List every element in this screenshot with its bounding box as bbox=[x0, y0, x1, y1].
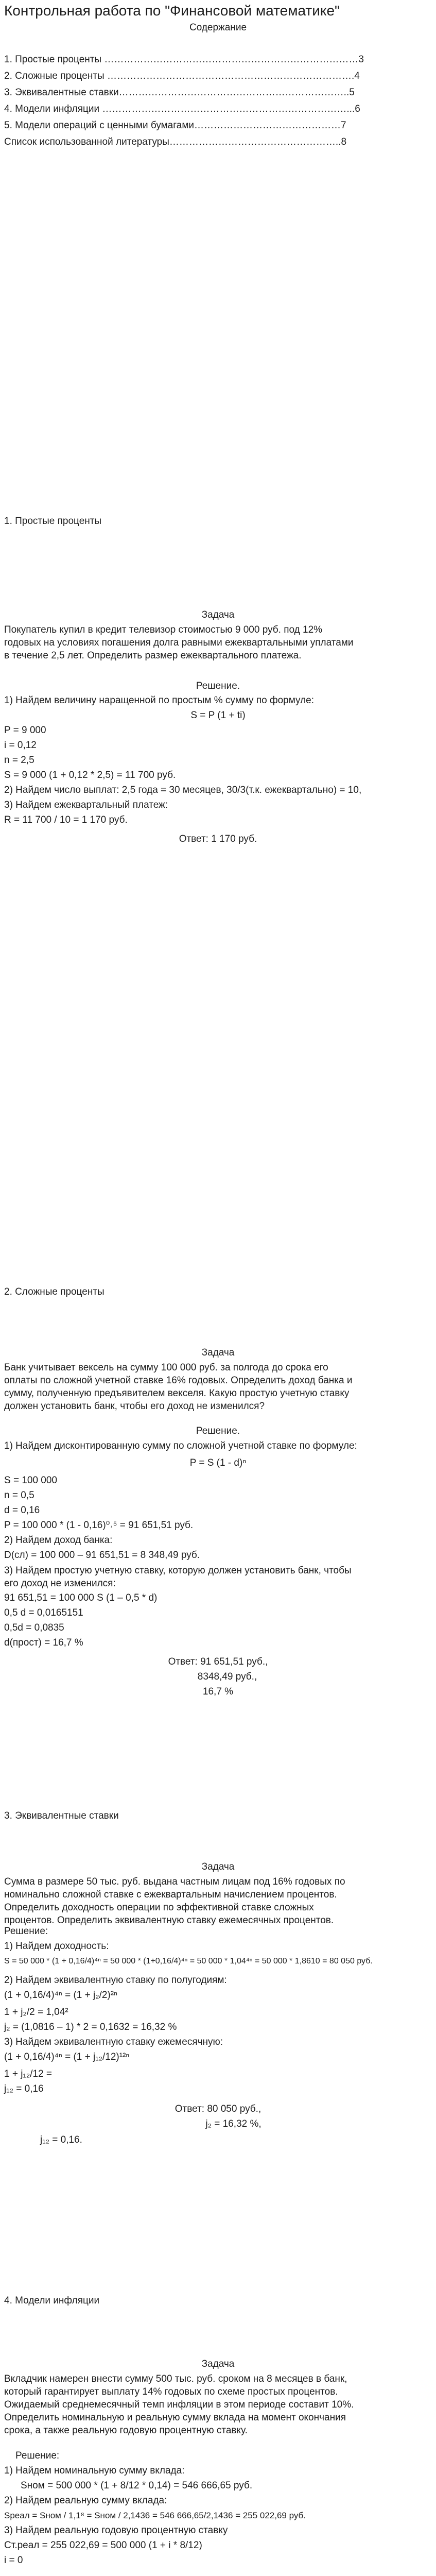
solution-line: i = 0,12 bbox=[4, 740, 37, 751]
solution-line: j₁₂ = 0,16 bbox=[4, 2083, 44, 2094]
solution-label: Решение: bbox=[4, 1926, 48, 1937]
solution-line: 3) Найдем ежеквартальный платеж: bbox=[4, 800, 168, 810]
task-label: Задача bbox=[201, 2359, 235, 2369]
task-text: Сумма в размере 50 тыс. руб. выдана частным лицам под 16% годовых по номинально сложной ставке с ежеквартальным начислением процентов. Определить доходность операции по эффективной ставке сложных процентов. Определить эквивалентную ставку ежемесячных процентов. bbox=[4, 1876, 345, 1926]
solution-line: S = 100 000 bbox=[4, 1475, 58, 1486]
solution-line: n = 2,5 bbox=[4, 755, 34, 766]
solution-line: n = 0,5 bbox=[4, 1490, 34, 1501]
solution-line: (1 + 0,16/4)⁴ⁿ = (1 + j₂/2)²ⁿ bbox=[4, 1990, 118, 2001]
toc-link-6[interactable]: Список использованной литературы……………………………………………..8 bbox=[4, 137, 347, 147]
toc-link-4[interactable]: 4. Модели инфляции …………………………………………………………………...6 bbox=[4, 104, 360, 114]
task-text: Покупатель купил в кредит телевизор стоимостью 9 000 руб. под 12% годовых на условиях погашения долга равными ежеквартальными уплатами в течение 2,5 лет. Определить размер ежеквартального платежа. bbox=[4, 624, 354, 661]
section-heading-4: 4. Модели инфляции bbox=[4, 2295, 100, 2306]
solution-line: 1) Найдем доходность: bbox=[4, 1941, 109, 1952]
solution-line: d(прост) = 16,7 % bbox=[4, 1637, 83, 1648]
solution-line: 1 + j₁₂/12 = bbox=[4, 2069, 53, 2079]
solution-line: 1) Найдем дисконтированную сумму по сложной учетной ставке по формуле: bbox=[4, 1440, 357, 1451]
solution-line: 2) Найдем эквивалентную ставку по полугодиям: bbox=[4, 1975, 227, 1986]
toc-link-5[interactable]: 5. Модели операций с ценными бумагами………………………………………7 bbox=[4, 120, 346, 131]
solution-line: 1 + j₂/2 = 1,04² bbox=[4, 2007, 68, 2018]
solution-line: (1 + 0,16/4)⁴ⁿ = (1 + j₁₂/12)¹²ⁿ bbox=[4, 2052, 130, 2062]
toc-link-2[interactable]: 2. Сложные проценты ………………………………………………………………….4 bbox=[4, 71, 360, 81]
answer-line: Ответ: 91 651,51 руб., bbox=[168, 1656, 268, 1667]
answer-line: j₂ = 16,32 %, bbox=[205, 2119, 261, 2129]
solution-line: R = 11 700 / 10 = 1 170 руб. bbox=[4, 815, 128, 825]
solution-line: Sреал = Sном / 1,1⁸ = Sном / 2,1436 = 546 666,65/2,1436 = 255 022,69 руб. bbox=[4, 2511, 306, 2520]
solution-line: D(сл) = 100 000 – 91 651,51 = 8 348,49 руб. bbox=[4, 1550, 200, 1561]
solution-line: S = 50 000 * (1 + 0,16/4)⁴ⁿ = 50 000 * (1+0,16/4)⁴ⁿ = 50 000 * 1,04⁴ⁿ = 50 000 * 1,8610 = 80 050 руб. bbox=[4, 1957, 373, 1965]
section-heading-1: 1. Простые проценты bbox=[4, 516, 102, 527]
section-heading-3: 3. Эквивалентные ставки bbox=[4, 1810, 119, 1821]
task-label: Задача bbox=[201, 1347, 235, 1358]
solution-line: 1) Найдем номинальную сумму вклада: bbox=[4, 2465, 185, 2476]
solution-label: Решение. bbox=[196, 681, 240, 691]
answer-line: j₁₂ = 0,16. bbox=[40, 2134, 82, 2145]
document-title: Контрольная работа по "Финансовой математике" bbox=[4, 3, 340, 19]
solution-line: 2) Найдем число выплат: 2,5 года = 30 месяцев, 30/3(т.к. ежеквартально) = 10, bbox=[4, 785, 362, 795]
toc-link-3[interactable]: 3. Эквивалентные ставки……………………………………………………………..5 bbox=[4, 87, 355, 98]
task-text: Банк учитывает вексель на сумму 100 000 руб. за полгода до срока его оплаты по сложной учетной ставке 16% годовых. Определить доход банка и сумму, полученную предъявителем векселя. Какую простую учетную ставку должен установить банк, чтобы его доход не изменился? bbox=[4, 1362, 353, 1412]
solution-line: 0,5 d = 0,0165151 bbox=[4, 1607, 83, 1618]
answer-line: 16,7 % bbox=[202, 1686, 234, 1697]
formula-line: P = S (1 - d)ⁿ bbox=[189, 1458, 247, 1468]
toc-link-1[interactable]: 1. Простые проценты ……………………………………………………………………3 bbox=[4, 54, 364, 65]
answer-line: Ответ: 80 050 руб., bbox=[175, 2104, 261, 2114]
task-text: Вкладчик намерен внести сумму 500 тыс. руб. сроком на 8 месяцев в банк, который гарантирует выплату 14% годовых по схеме простых процентов. Ожидаемый среднемесячный темп инфляции в этом периоде составит 10%. Определить номинальную и реальную сумму вклада на момент окончания срока, а также реальную годовую процентную ставку. bbox=[4, 2374, 354, 2436]
formula-line: S = P (1 + ti) bbox=[190, 710, 246, 721]
solution-line: Ст.реал = 255 022,69 = 500 000 (1 + i * 8/12) bbox=[4, 2540, 202, 2551]
solution-line: 0,5d = 0,0835 bbox=[4, 1622, 64, 1633]
solution-line: 2) Найдем реальную сумму вклада: bbox=[4, 2495, 167, 2506]
solution-line: 91 651,51 = 100 000 Ѕ (1 – 0,5 * d) bbox=[4, 1592, 158, 1603]
solution-line: d = 0,16 bbox=[4, 1505, 40, 1516]
solution-line: P = 100 000 * (1 - 0,16)⁰˒⁵ = 91 651,51 руб. bbox=[4, 1520, 194, 1531]
solution-line: 2) Найдем доход банка: bbox=[4, 1535, 113, 1546]
solution-label: Решение. bbox=[196, 1426, 240, 1436]
solution-line: 3) Найдем реальную годовую процентную ставку bbox=[4, 2525, 228, 2536]
answer-line: Ответ: 1 170 руб. bbox=[179, 834, 257, 844]
task-label: Задача bbox=[201, 609, 235, 620]
solution-line: P = 9 000 bbox=[4, 725, 46, 736]
solution-label: Решение: bbox=[15, 2450, 60, 2461]
solution-line: j₂ = (1,0816 – 1) * 2 = 0,1632 = 16,32 % bbox=[4, 2022, 177, 2032]
contents-heading: Содержание bbox=[189, 22, 247, 33]
task-label: Задача bbox=[201, 1861, 235, 1872]
solution-line: S = 9 000 (1 + 0,12 * 2,5) = 11 700 руб. bbox=[4, 770, 176, 781]
solution-line: Sном = 500 000 * (1 + 8/12 * 0,14) = 546 666,65 руб. bbox=[21, 2480, 253, 2491]
solution-line: 1) Найдем величину наращенной по простым % сумму по формуле: bbox=[4, 695, 315, 706]
answer-line: 8348,49 руб., bbox=[197, 1671, 257, 1682]
solution-line: 3) Найдем эквивалентную ставку ежемесячную: bbox=[4, 2037, 223, 2047]
solution-line: 3) Найдем простую учетную ставку, которую должен установить банк, чтобы его доход не изменился: bbox=[4, 1565, 352, 1589]
section-heading-2: 2. Сложные проценты bbox=[4, 1286, 104, 1297]
solution-line: i = 0 bbox=[4, 2555, 23, 2566]
